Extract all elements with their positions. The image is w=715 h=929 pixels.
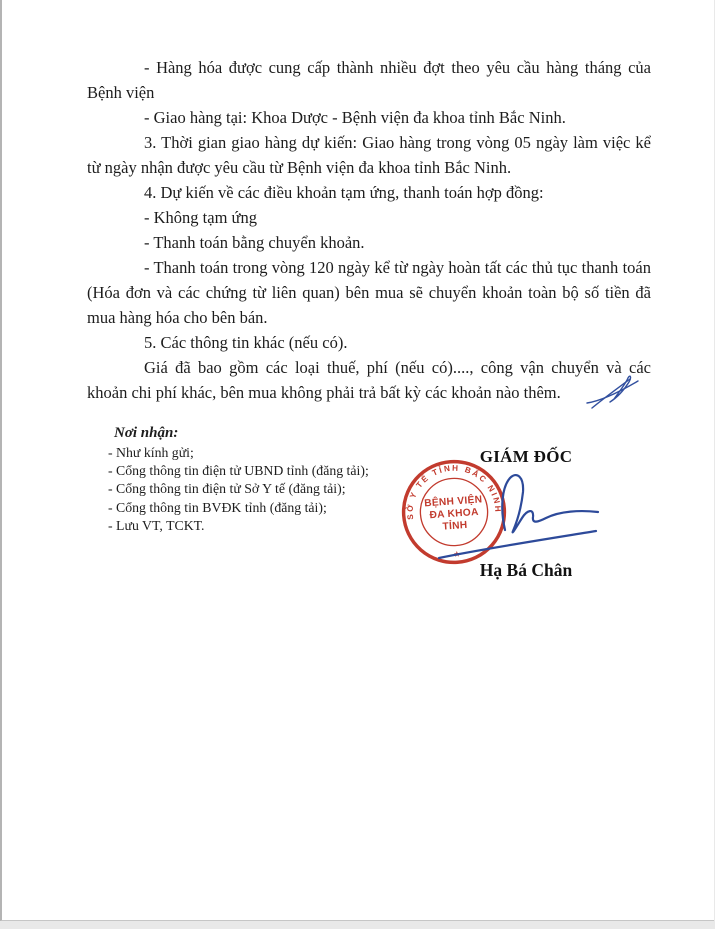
paragraph: Giá đã bao gồm các loại thuế, phí (nếu có)...., công vận chuyển và các khoản chi phí khác, bên mua không phải trả bất kỳ các khoản nào thêm. — [87, 358, 651, 402]
document-body — [87, 55, 651, 405]
signature-underline-stroke — [439, 531, 596, 558]
paragraph: - Giao hàng tại: Khoa Dược - Bệnh viện đa khoa tỉnh Bắc Ninh. — [144, 108, 566, 127]
paragraph: 5. Các thông tin khác (nếu có). — [144, 333, 348, 352]
paragraph: - Thanh toán trong vòng 120 ngày kể từ ngày hoàn tất các thủ tục thanh toán (Hóa đơn và các chứng từ liên quan) bên mua sẽ chuyển khoản toàn bộ số tiền đã mua hàng hóa cho bên bán. — [87, 258, 651, 327]
flourish-stroke — [610, 376, 631, 402]
paragraph: - Không tạm ứng — [144, 208, 257, 227]
stamp-center-line-1: BỆNH VIỆN — [423, 494, 483, 510]
recipients-item: - Lưu VT, TCKT. — [108, 517, 205, 533]
stamp-center-line-3: TỈNH — [442, 519, 468, 533]
stamp-star-icon: ★ — [452, 549, 461, 559]
paragraph: 3. Thời gian giao hàng dự kiến: Giao hàng trong vòng 05 ngày làm việc kể từ ngày nhận được yêu cầu từ Bệnh viện đa khoa tỉnh Bắc Ninh. — [87, 133, 651, 177]
recipients-heading: Nơi nhận: — [114, 425, 179, 441]
recipients-item: - Cổng thông tin điện tử Sở Y tế (đăng tải); — [108, 481, 346, 497]
recipients-block — [108, 424, 369, 535]
paragraph: - Hàng hóa được cung cấp thành nhiều đợt theo yêu cầu hàng tháng của Bệnh viện — [87, 58, 651, 102]
recipients-item: - Như kính gửi; — [108, 445, 194, 460]
signature-flourish-icon — [580, 370, 644, 412]
paragraph: - Thanh toán bằng chuyển khoản. — [144, 233, 365, 252]
signature-main-stroke — [502, 475, 598, 532]
recipients-item: - Cổng thông tin điện tử UBND tỉnh (đăng tải); — [108, 463, 369, 479]
stamp-ring-label: SỞ Y TẾ TỈNH BẮC NINH — [405, 463, 503, 521]
signer-name: Hạ Bá Chân — [479, 560, 573, 580]
signature-icon — [432, 465, 612, 570]
recipients-item: - Cổng thông tin BVĐK tỉnh (đăng tải); — [108, 499, 327, 515]
stamp-center-line-2: ĐA KHOA — [429, 506, 480, 522]
paragraph: 4. Dự kiến về các điều khoản tạm ứng, thanh toán hợp đồng: — [144, 183, 544, 202]
signature-title: GIÁM ĐỐC — [479, 447, 573, 466]
